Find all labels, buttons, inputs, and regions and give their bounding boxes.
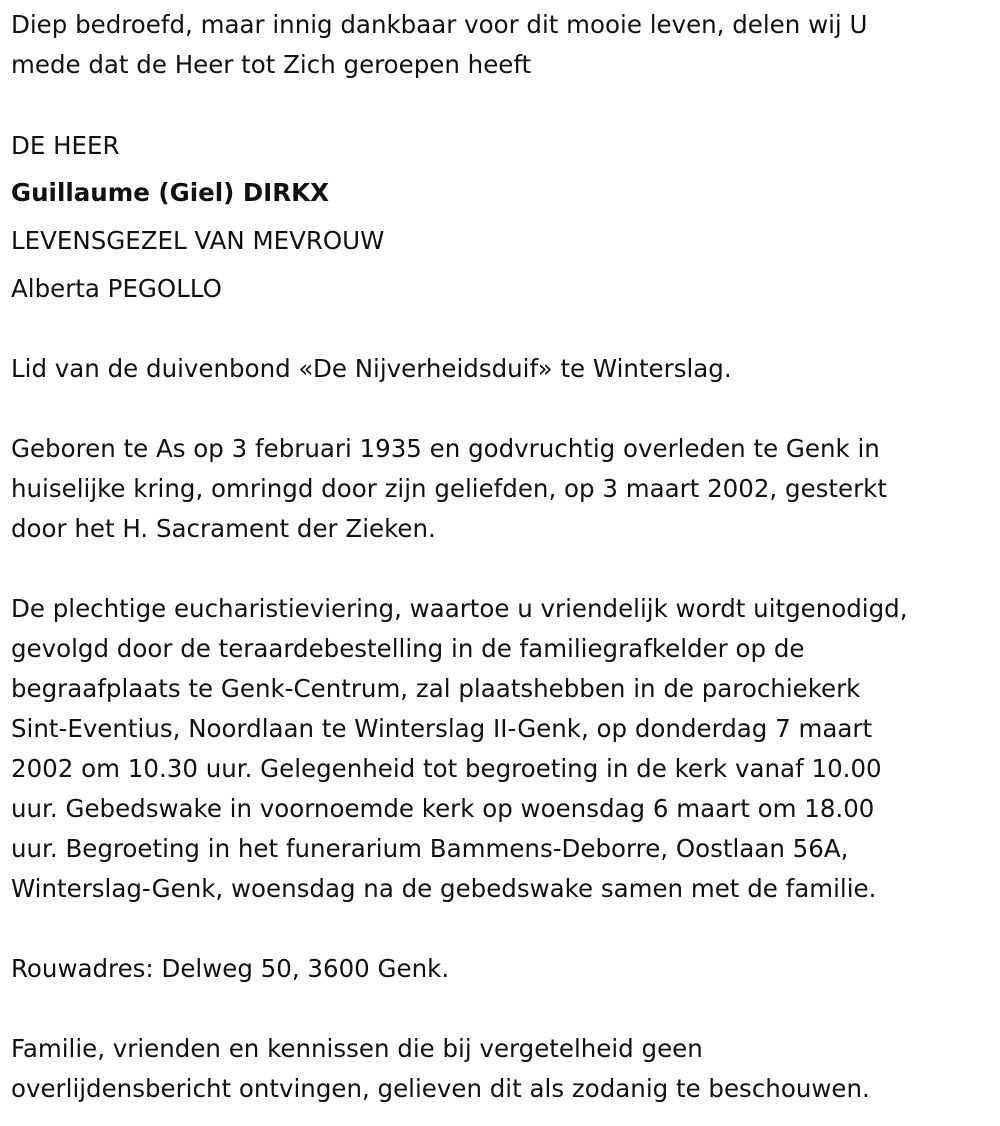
closing-line-1: Familie, vrienden en kennissen die bij vergetelheid geen (11, 1034, 703, 1063)
ceremony-line-8: Winterslag-Genk, woensdag na de gebedswake samen met de familie. (11, 874, 877, 903)
ceremony-line-4: Sint-Eventius, Noordlaan te Winterslag II-Genk, op donderdag 7 maart (11, 714, 873, 743)
deceased-name: Guillaume (Giel) DIRKX (11, 178, 330, 207)
intro-line-2: mede dat de Heer tot Zich geroepen heeft (11, 50, 532, 79)
ceremony-line-2: gevolgd door de teraardebestelling in de familiegrafkelder op de (11, 634, 805, 663)
ceremony-line-1: De plechtige eucharistieviering, waartoe u vriendelijk wordt uitgenodigd, (11, 594, 908, 623)
birth-death-line-1: Geboren te As op 3 februari 1935 en godvruchtig overleden te Genk in (11, 434, 880, 463)
mourning-address: Rouwadres: Delweg 50, 3600 Genk. (11, 954, 450, 983)
ceremony-line-3: begraafplaats te Genk-Centrum, zal plaatshebben in de parochiekerk (11, 674, 861, 703)
birth-death-line-3: door het H. Sacrament der Zieken. (11, 514, 436, 543)
partner-name: Alberta PEGOLLO (11, 274, 222, 303)
ceremony-line-6: uur. Gebedswake in voornoemde kerk op woensdag 6 maart om 18.00 (11, 794, 875, 823)
title-prefix: DE HEER (11, 131, 120, 160)
ceremony-line-5: 2002 om 10.30 uur. Gelegenheid tot begroeting in de kerk vanaf 10.00 (11, 754, 882, 783)
intro-line-1: Diep bedroefd, maar innig dankbaar voor dit mooie leven, delen wij U (11, 10, 868, 39)
ceremony-line-7: uur. Begroeting in het funerarium Bammens-Deborre, Oostlaan 56A, (11, 834, 849, 863)
partner-label: LEVENSGEZEL VAN MEVROUW (11, 226, 385, 255)
closing-line-2: overlijdensbericht ontvingen, gelieven dit als zodanig te beschouwen. (11, 1074, 870, 1103)
birth-death-line-2: huiselijke kring, omringd door zijn geliefden, op 3 maart 2002, gesterkt (11, 474, 887, 503)
membership-text: Lid van de duivenbond «De Nijverheidsduif» te Winterslag. (11, 354, 732, 383)
